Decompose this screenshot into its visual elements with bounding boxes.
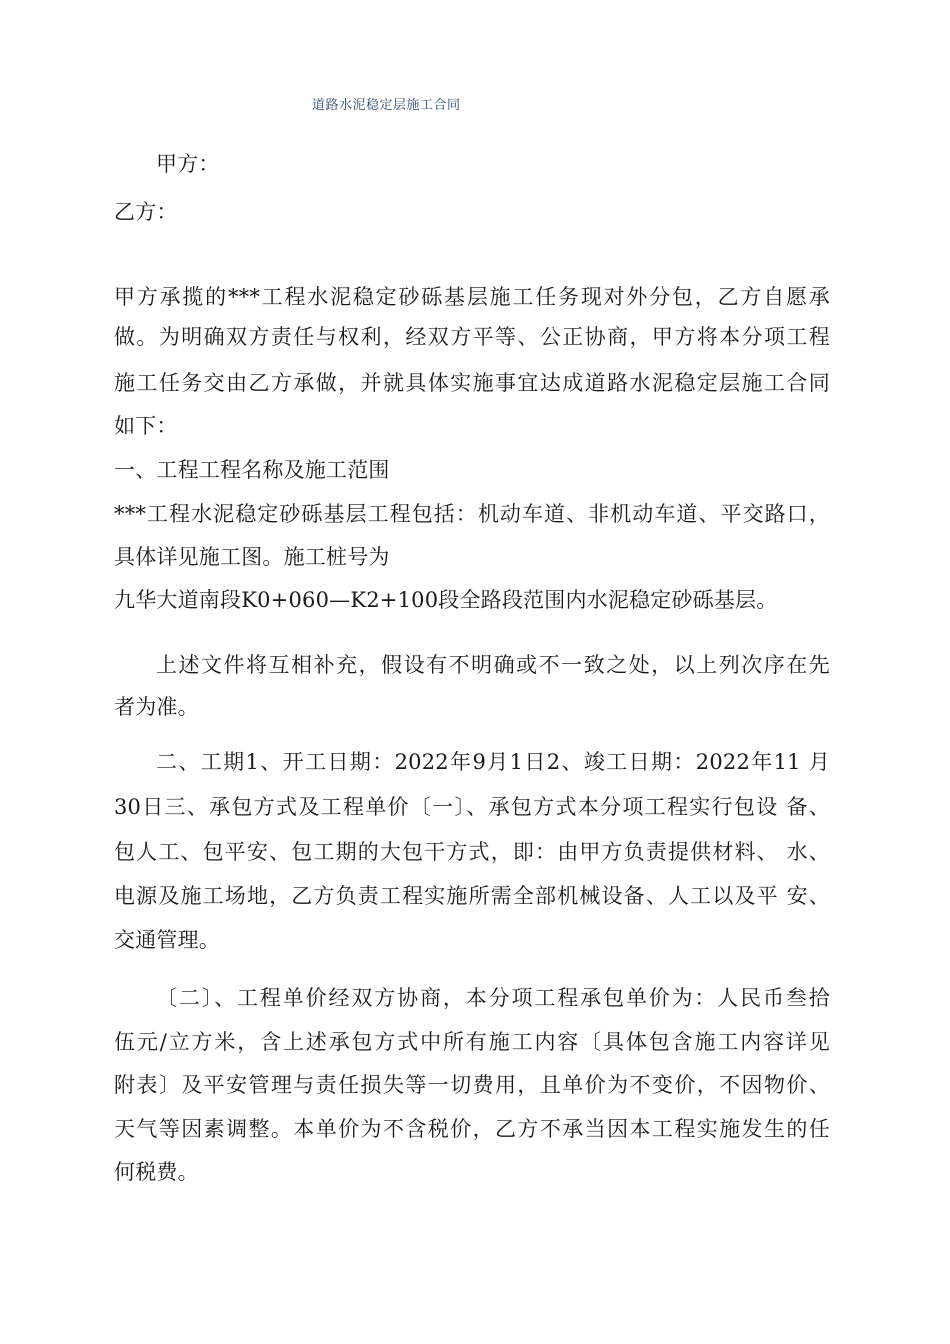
paragraph-line: 天气等因素调整。本单价为不含税价，乙方不承当因本工程实施发生的任 xyxy=(114,1117,830,1141)
paragraph-line: 具体详见施工图。施工桩号为 xyxy=(114,545,390,569)
paragraph-line: ***工程水泥稳定砂砾基层工程包括：机动车道、非机动车道、平交路口， xyxy=(114,502,830,526)
document-header-title: 道路水泥稳定层施工合同 xyxy=(312,98,461,113)
paragraph-line: 如下： xyxy=(114,414,178,438)
paragraph-line: 做。为明确双方责任与权利，经双方平等、公正协商，甲方将本分项工程 xyxy=(114,325,830,349)
paragraph-line: 〔二〕、工程单价经双方协商，本分项工程承包单价为：人民币叁拾 xyxy=(156,986,830,1010)
paragraph-line: 上述文件将互相补充，假设有不明确或不一致之处，以上列次序在先 xyxy=(156,653,830,677)
paragraph-line: 甲方承揽的***工程水泥稳定砂砾基层施工任务现对外分包，乙方自愿承 xyxy=(114,285,830,309)
paragraph-line: 伍元/立方米，含上述承包方式中所有施工内容〔具体包含施工内容详见 xyxy=(114,1030,830,1054)
paragraph-line: 施工任务交由乙方承做，并就具体实施事宜达成道路水泥稳定层施工合同 xyxy=(114,371,830,395)
paragraph-line: 九华大道南段K0+060—K2+100段全路段范围内水泥稳定砂砾基层。 xyxy=(114,588,778,612)
paragraph-line: 交通管理。 xyxy=(114,928,220,952)
paragraph-line: 何税费。 xyxy=(114,1160,199,1184)
party-a-label: 甲方： xyxy=(156,152,220,176)
paragraph-line: 包人工、包平安、包工期的大包干方式，即：由甲方负责提供材料、 水、 xyxy=(114,840,830,864)
paragraph-line: 附表〕及平安管理与责任损失等一切费用，且单价为不变价，不因物价、 xyxy=(114,1073,830,1097)
paragraph-line: 电源及施工场地，乙方负责工程实施所需全部机械设备、人工以及平 安、 xyxy=(114,884,830,908)
paragraph-line: 者为准。 xyxy=(114,695,199,719)
section-heading: 一、工程工程名称及施工范围 xyxy=(114,458,390,482)
paragraph-line: 30日三、承包方式及工程单价〔一〕、承包方式本分项工程实行包设 备、 xyxy=(114,795,830,819)
party-b-label: 乙方： xyxy=(114,200,178,224)
paragraph-line: 二、工期1、开工日期：2022年9月1日2、竣工日期：2022年11 月 xyxy=(156,750,830,774)
